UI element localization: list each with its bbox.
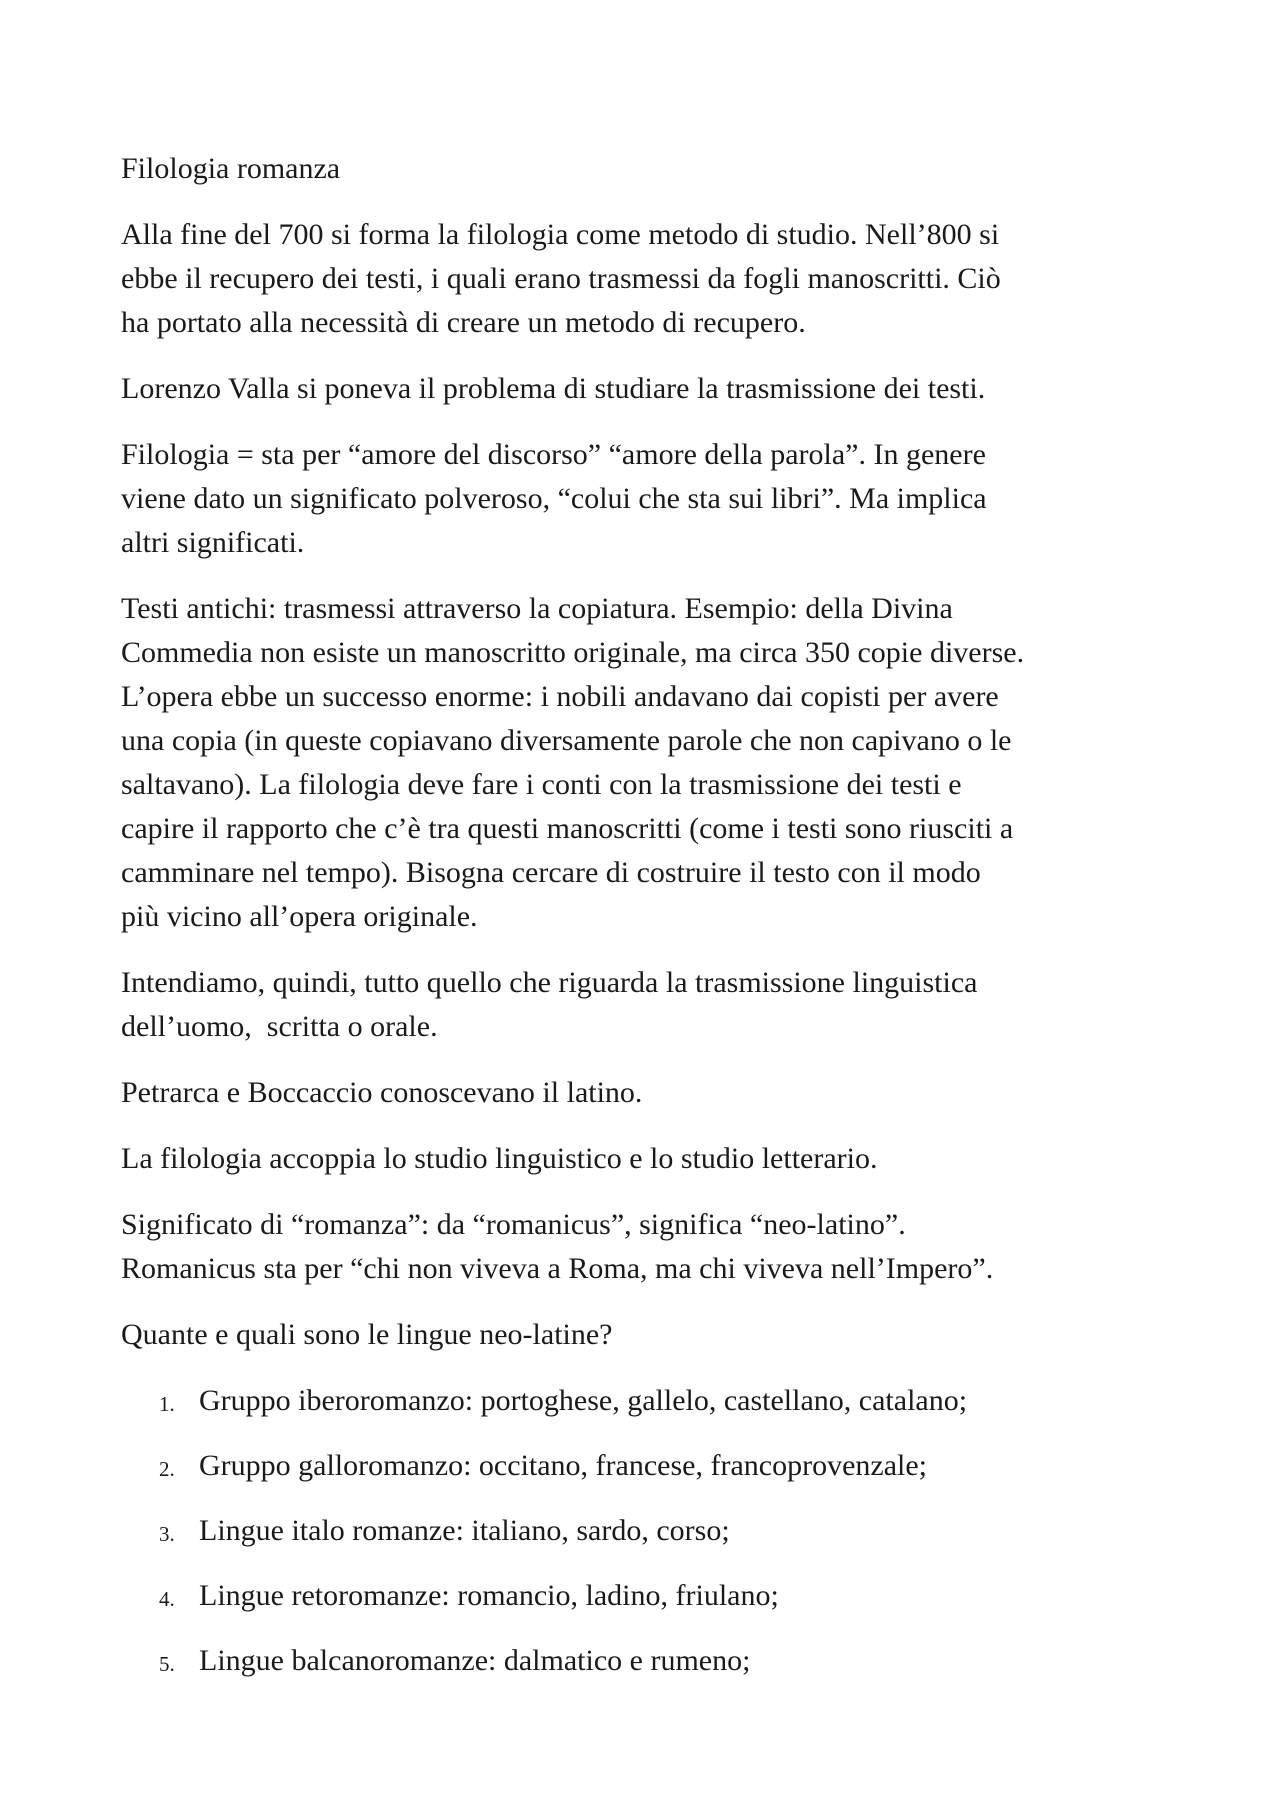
paragraph-line: dell’uomo, scritta o orale. bbox=[121, 1010, 438, 1043]
title-text: Filologia romanza bbox=[121, 152, 341, 185]
paragraph-line: altri significati. bbox=[121, 526, 305, 559]
paragraph-line: La filologia accoppia lo studio linguistico e lo studio letterario. bbox=[121, 1142, 878, 1175]
list-item bbox=[121, 1444, 1181, 1488]
paragraph-line: Quante e quali sono le lingue neo-latine? bbox=[121, 1318, 613, 1351]
paragraph-line: capire il rapporto che c’è tra questi manoscritti (come i testi sono riusciti a bbox=[121, 812, 1014, 845]
paragraph-6 bbox=[121, 1071, 1181, 1115]
paragraph-line: più vicino all’opera originale. bbox=[121, 900, 478, 933]
list-item bbox=[121, 1574, 1181, 1618]
list-item bbox=[121, 1509, 1181, 1553]
paragraph-line: Romanicus sta per “chi non viveva a Roma, ma chi viveva nell’Impero”. bbox=[121, 1252, 994, 1285]
paragraph-7 bbox=[121, 1137, 1181, 1181]
paragraph-line: Significato di “romanza”: da “romanicus”, significa “neo-latino”. bbox=[121, 1208, 906, 1241]
paragraph-line: una copia (in queste copiavano diversamente parole che non capivano o le bbox=[121, 724, 1012, 757]
list-number: 2. bbox=[159, 1457, 175, 1481]
paragraph-line: Testi antichi: trasmessi attraverso la copiatura. Esempio: della Divina bbox=[121, 592, 953, 625]
paragraph-2 bbox=[121, 367, 1181, 411]
list-number: 3. bbox=[159, 1522, 175, 1546]
paragraph-line: Commedia non esiste un manoscritto originale, ma circa 350 copie diverse. bbox=[121, 636, 1025, 669]
paragraph-5 bbox=[121, 961, 1181, 1049]
list-number: 4. bbox=[159, 1587, 175, 1611]
paragraph-9 bbox=[121, 1313, 1181, 1357]
list-item bbox=[121, 1379, 1181, 1423]
paragraph-line: Lorenzo Valla si poneva il problema di studiare la trasmissione dei testi. bbox=[121, 372, 986, 405]
list-item-text: Lingue retoromanze: romancio, ladino, friulano; bbox=[199, 1579, 779, 1612]
list-item-text: Gruppo galloromanzo: occitano, francese, francoprovenzale; bbox=[199, 1449, 927, 1482]
paragraph-line: camminare nel tempo). Bisogna cercare di costruire il testo con il modo bbox=[121, 856, 981, 889]
paragraph-line: Alla fine del 700 si forma la filologia come metodo di studio. Nell’800 si bbox=[121, 218, 1000, 251]
paragraph-3 bbox=[121, 433, 1181, 565]
document-title bbox=[121, 147, 1181, 191]
paragraph-line: ebbe il recupero dei testi, i quali erano trasmessi da fogli manoscritti. Ciò bbox=[121, 262, 1001, 295]
paragraph-line: Filologia = sta per “amore del discorso” “amore della parola”. In genere bbox=[121, 438, 986, 471]
paragraph-1 bbox=[121, 213, 1181, 345]
paragraph-8 bbox=[121, 1203, 1181, 1291]
list-item-text: Lingue balcanoromanze: dalmatico e rumeno; bbox=[199, 1644, 751, 1677]
neo-latin-languages-list bbox=[121, 1379, 1181, 1683]
list-item-text: Lingue italo romanze: italiano, sardo, corso; bbox=[199, 1514, 730, 1547]
list-number: 5. bbox=[159, 1652, 175, 1676]
paragraph-line: Petrarca e Boccaccio conoscevano il latino. bbox=[121, 1076, 643, 1109]
paragraph-line: viene dato un significato polveroso, “colui che sta sui libri”. Ma implica bbox=[121, 482, 987, 515]
paragraph-4 bbox=[121, 587, 1181, 939]
paragraph-line: saltavano). La filologia deve fare i conti con la trasmissione dei testi e bbox=[121, 768, 962, 801]
paragraph-line: ha portato alla necessità di creare un metodo di recupero. bbox=[121, 306, 806, 339]
list-number: 1. bbox=[159, 1392, 175, 1416]
list-item bbox=[121, 1639, 1181, 1683]
list-item-text: Gruppo iberoromanzo: portoghese, gallelo, castellano, catalano; bbox=[199, 1384, 968, 1417]
paragraph-line: Intendiamo, quindi, tutto quello che riguarda la trasmissione linguistica bbox=[121, 966, 978, 999]
paragraph-line: L’opera ebbe un successo enorme: i nobili andavano dai copisti per avere bbox=[121, 680, 999, 713]
document-page bbox=[121, 147, 1181, 1704]
